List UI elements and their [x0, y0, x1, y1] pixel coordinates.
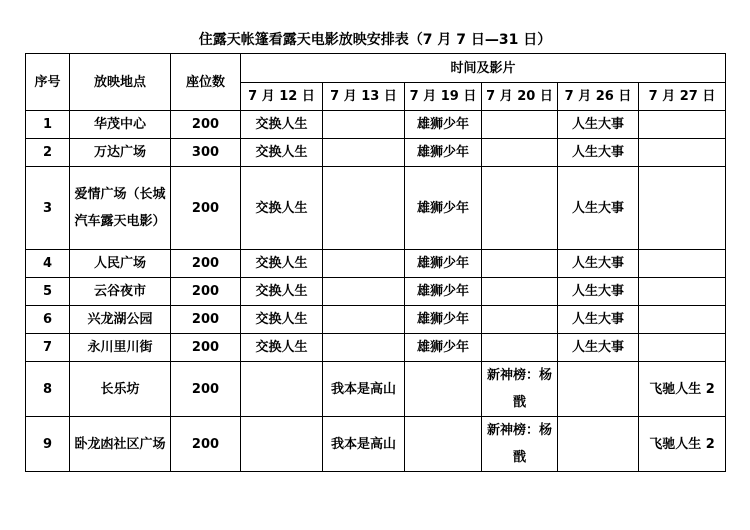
cell-film — [405, 417, 482, 472]
header-seats: 座位数 — [171, 54, 241, 111]
cell-seats: 200 — [171, 278, 241, 306]
cell-seats: 200 — [171, 306, 241, 334]
cell-location: 兴龙湖公园 — [70, 306, 171, 334]
cell-seats: 200 — [171, 417, 241, 472]
cell-film — [639, 139, 726, 167]
cell-seq: 7 — [26, 334, 70, 362]
cell-film: 雄狮少年 — [405, 250, 482, 278]
cell-film: 雄狮少年 — [405, 111, 482, 139]
cell-seats: 200 — [171, 111, 241, 139]
header-location: 放映地点 — [70, 54, 171, 111]
header-date: 7 月 20 日 — [482, 83, 558, 111]
cell-seq: 2 — [26, 139, 70, 167]
cell-film: 我本是高山 — [323, 362, 405, 417]
cell-film: 人生大事 — [558, 278, 639, 306]
cell-film: 雄狮少年 — [405, 167, 482, 250]
cell-film: 人生大事 — [558, 167, 639, 250]
cell-location: 爱情广场（长城汽车露天电影） — [70, 167, 171, 250]
cell-film — [558, 362, 639, 417]
cell-film: 雄狮少年 — [405, 334, 482, 362]
cell-film: 交换人生 — [241, 334, 323, 362]
cell-film — [323, 250, 405, 278]
cell-seats: 200 — [171, 362, 241, 417]
cell-film — [482, 306, 558, 334]
cell-film: 人生大事 — [558, 250, 639, 278]
cell-seats: 300 — [171, 139, 241, 167]
header-date: 7 月 19 日 — [405, 83, 482, 111]
cell-seq: 3 — [26, 167, 70, 250]
cell-film — [482, 167, 558, 250]
cell-location: 华茂中心 — [70, 111, 171, 139]
cell-location: 人民广场 — [70, 250, 171, 278]
table-row — [26, 139, 726, 167]
header-date: 7 月 27 日 — [639, 83, 726, 111]
cell-film — [241, 362, 323, 417]
cell-film: 交换人生 — [241, 111, 323, 139]
cell-location: 万达广场 — [70, 139, 171, 167]
cell-film: 雄狮少年 — [405, 139, 482, 167]
cell-seats: 200 — [171, 167, 241, 250]
cell-seats: 200 — [171, 250, 241, 278]
cell-film — [323, 111, 405, 139]
cell-seats: 200 — [171, 334, 241, 362]
cell-film — [639, 167, 726, 250]
cell-film: 新神榜：杨戬 — [482, 417, 558, 472]
cell-film: 新神榜：杨戬 — [482, 362, 558, 417]
cell-film — [482, 111, 558, 139]
cell-film: 雄狮少年 — [405, 278, 482, 306]
cell-film — [482, 139, 558, 167]
cell-seq: 1 — [26, 111, 70, 139]
cell-film: 交换人生 — [241, 278, 323, 306]
table-row — [26, 306, 726, 334]
cell-film — [323, 334, 405, 362]
cell-film: 雄狮少年 — [405, 306, 482, 334]
cell-film: 交换人生 — [241, 306, 323, 334]
cell-film: 人生大事 — [558, 334, 639, 362]
cell-film — [241, 417, 323, 472]
cell-film: 人生大事 — [558, 111, 639, 139]
cell-location: 永川里川街 — [70, 334, 171, 362]
cell-film: 交换人生 — [241, 167, 323, 250]
header-row-1 — [26, 54, 726, 83]
cell-film — [639, 250, 726, 278]
header-time-films: 时间及影片 — [241, 54, 726, 83]
cell-film — [639, 334, 726, 362]
table-row — [26, 250, 726, 278]
cell-film — [323, 139, 405, 167]
table-row — [26, 417, 726, 472]
cell-location: 卧龙凼社区广场 — [70, 417, 171, 472]
cell-film: 人生大事 — [558, 306, 639, 334]
cell-film: 飞驰人生 2 — [639, 417, 726, 472]
cell-film: 人生大事 — [558, 139, 639, 167]
cell-film — [323, 306, 405, 334]
header-date: 7 月 13 日 — [323, 83, 405, 111]
header-date: 7 月 12 日 — [241, 83, 323, 111]
cell-film — [405, 362, 482, 417]
table-row — [26, 362, 726, 417]
cell-film — [482, 250, 558, 278]
cell-film — [558, 417, 639, 472]
table-row — [26, 334, 726, 362]
cell-seq: 9 — [26, 417, 70, 472]
cell-film: 我本是高山 — [323, 417, 405, 472]
cell-film: 飞驰人生 2 — [639, 362, 726, 417]
header-seq: 序号 — [26, 54, 70, 111]
cell-film: 交换人生 — [241, 250, 323, 278]
table-row — [26, 278, 726, 306]
schedule-table — [25, 53, 726, 472]
cell-film — [482, 278, 558, 306]
cell-location: 云谷夜市 — [70, 278, 171, 306]
table-row — [26, 167, 726, 250]
cell-film — [323, 278, 405, 306]
cell-seq: 8 — [26, 362, 70, 417]
header-date: 7 月 26 日 — [558, 83, 639, 111]
cell-seq: 5 — [26, 278, 70, 306]
cell-location: 长乐坊 — [70, 362, 171, 417]
cell-film — [639, 111, 726, 139]
table-row — [26, 111, 726, 139]
cell-film — [323, 167, 405, 250]
cell-film: 交换人生 — [241, 139, 323, 167]
document-title: 住露天帐篷看露天电影放映安排表（7 月 7 日—31 日） — [198, 32, 552, 48]
cell-seq: 6 — [26, 306, 70, 334]
cell-seq: 4 — [26, 250, 70, 278]
cell-film — [639, 278, 726, 306]
cell-film — [639, 306, 726, 334]
cell-film — [482, 334, 558, 362]
